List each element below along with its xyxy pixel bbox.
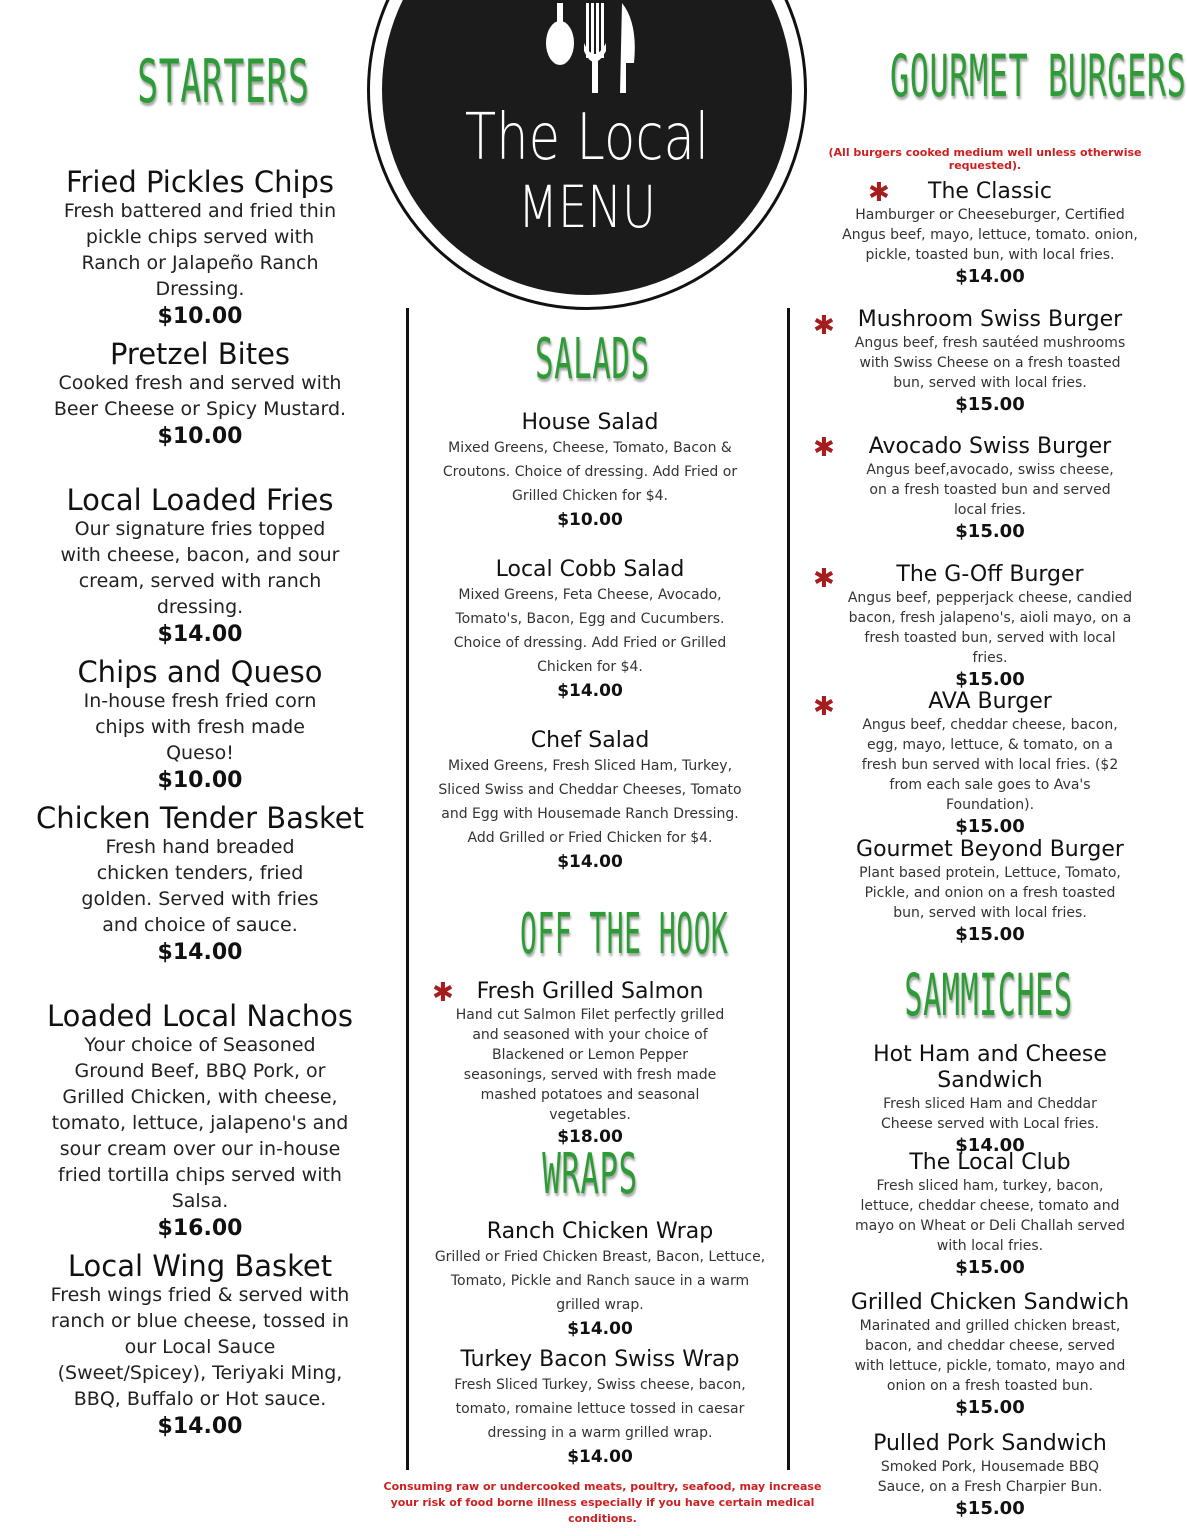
item-desc: Grilled or Fried Chicken Breast, Bacon, Lettuce, Tomato, Pickle and Ranch sauce in a warm grilled wrap. [434, 1249, 766, 1313]
item-price: $15.00 [955, 924, 1025, 945]
item-price: $10.00 [157, 304, 243, 329]
item-price: $15.00 [955, 816, 1025, 837]
logo-title-line2: MENU [517, 173, 657, 241]
raw-warning-star-icon: ✱ [432, 978, 454, 1008]
item-price: $14.00 [567, 1319, 633, 1339]
item-name: Chef Salad [530, 728, 650, 753]
starters-title: STARTERS [137, 47, 310, 117]
raw-warning-star-icon: ✱ [813, 692, 835, 722]
item-price: $14.00 [557, 681, 623, 701]
item-price: $15.00 [955, 521, 1025, 542]
item-name: Local Loaded Fries [66, 483, 334, 517]
item-desc: Marinated and grilled chicken breast, bacon, and cheddar cheese, served with lettuce, pickle, tomato, mayo and onion on a fresh toasted bun. [854, 1318, 1126, 1394]
menu-item [30, 1000, 370, 1244]
item-price: $14.00 [955, 1135, 1025, 1156]
item-price: $15.00 [955, 669, 1025, 690]
logo-badge [382, 0, 792, 295]
item-name: Fresh Grilled Salmon [476, 979, 704, 1004]
item-name: Gourmet Beyond Burger [856, 837, 1124, 862]
item-price: $14.00 [567, 1447, 633, 1467]
menu-item [835, 179, 1145, 289]
item-desc: Angus beef, fresh sautéed mushrooms with Swiss Cheese on a fresh toasted bun, served with local fries. [854, 335, 1126, 391]
menu-item [420, 979, 760, 1149]
item-desc: In-house fresh fried corn chips with fresh made Queso! [83, 690, 317, 764]
menu-item [420, 557, 760, 703]
item-desc: Fresh Sliced Turkey, Swiss cheese, bacon, tomato, romaine lettuce tossed in caesar dressing in a warm grilled wrap. [454, 1377, 746, 1441]
menu-item [30, 166, 370, 332]
menu-item [420, 728, 760, 874]
raw-warning-star-icon: ✱ [868, 178, 890, 208]
item-price: $14.00 [157, 940, 243, 965]
item-name: Pretzel Bites [109, 337, 291, 371]
item-name: Pulled Pork Sandwich [873, 1431, 1107, 1456]
item-price: $18.00 [557, 1127, 623, 1147]
item-price: $15.00 [955, 1498, 1025, 1519]
menu-item [30, 1250, 370, 1442]
salads-title: SALADS [535, 327, 650, 392]
raw-food-warning: Consuming raw or undercooked meats, poultry, seafood, may increase your risk of food borne illness especially if you have certain medical conditions. [383, 1480, 822, 1525]
item-desc: Your choice of Seasoned Ground Beef, BBQ Pork, or Grilled Chicken, with cheese, tomato, lettuce, jalapeno's and sour cream over our in-house fried tortilla chips served with Salsa. [51, 1034, 349, 1212]
item-price: $10.00 [157, 768, 243, 793]
menu-item [835, 562, 1145, 692]
item-name: AVA Burger [928, 689, 1052, 714]
item-price: $14.00 [557, 852, 623, 872]
wraps-title: WRAPS [542, 1142, 638, 1207]
off-the-hook-title: OFF THE HOOK [520, 902, 729, 967]
item-price: $15.00 [955, 394, 1025, 415]
menu-item [420, 410, 760, 532]
menu-item [835, 1290, 1145, 1420]
item-price: $16.00 [157, 1216, 243, 1241]
menu-item [835, 689, 1145, 839]
item-desc: Fresh hand breaded chicken tenders, fried golden. Served with fries and choice of sauce. [81, 836, 319, 936]
menu-item [430, 1347, 770, 1469]
logo-circle [367, 0, 807, 310]
item-name: The G-Off Burger [896, 562, 1084, 587]
menu-item [835, 1431, 1145, 1521]
item-price: $14.00 [157, 1414, 243, 1439]
item-name: Local Cobb Salad [495, 557, 685, 582]
item-price: $14.00 [955, 266, 1025, 287]
item-desc: Smoked Pork, Housemade BBQ Sauce, on a Fresh Charpier Bun. [877, 1459, 1103, 1495]
burgers-title: GOURMET BURGERS [890, 42, 1187, 110]
item-desc: Angus beef, cheddar cheese, bacon, egg, mayo, lettuce, & tomato, on a fresh bun served with local fries. ($2 from each sale goes to Ava's Foundation). [861, 717, 1119, 813]
item-name: House Salad [521, 410, 659, 435]
item-desc: Fresh sliced Ham and Cheddar Cheese served with Local fries. [881, 1096, 1099, 1132]
menu-item [835, 837, 1145, 947]
item-name: The Local Club [909, 1150, 1071, 1175]
item-name: The Classic [928, 179, 1052, 204]
item-price: $14.00 [157, 622, 243, 647]
item-desc: Our signature fries topped with cheese, bacon, and sour cream, served with ranch dressing. [60, 518, 340, 618]
item-name: Ranch Chicken Wrap [486, 1219, 714, 1244]
item-name: Mushroom Swiss Burger [857, 307, 1123, 332]
utensils-icon [542, 3, 642, 93]
menu-item [835, 1150, 1145, 1280]
item-desc: Angus beef,avocado, swiss cheese, on a fresh toasted bun and served local fries. [866, 462, 1114, 518]
item-price: $15.00 [955, 1257, 1025, 1278]
raw-warning-star-icon: ✱ [813, 564, 835, 594]
menu-item [825, 1042, 1155, 1158]
menu-item [30, 484, 370, 650]
item-desc: Hamburger or Cheeseburger, Certified Angus beef, mayo, lettuce, tomato. onion, pickle, toasted bun, with local fries. [842, 207, 1138, 263]
item-name: Loaded Local Nachos [46, 999, 354, 1033]
menu-item [30, 338, 370, 452]
item-price: $10.00 [157, 424, 243, 449]
item-desc: Fresh battered and fried thin pickle chips served with Ranch or Jalapeño Ranch Dressing. [63, 200, 337, 300]
item-name: Chicken Tender Basket [36, 801, 364, 835]
menu-item [30, 656, 370, 796]
menu-item [430, 1219, 770, 1341]
item-desc: Mixed Greens, Feta Cheese, Avocado, Tomato's, Bacon, Egg and Cucumbers. Choice of dressing. Add Fried or Grilled Chicken for $4. [453, 587, 727, 675]
item-name: Local Wing Basket [67, 1249, 333, 1283]
menu-item [30, 802, 370, 968]
item-name: Chips and Queso [77, 655, 323, 689]
item-name: Grilled Chicken Sandwich [850, 1290, 1130, 1315]
logo-title-line1: The Local [464, 101, 710, 175]
item-price: $15.00 [955, 1397, 1025, 1418]
raw-warning-star-icon: ✱ [813, 433, 835, 463]
item-desc: Mixed Greens, Fresh Sliced Ham, Turkey, Sliced Swiss and Cheddar Cheeses, Tomato and Egg with Housemade Ranch Dressing. Add Grilled or Fried Chicken for $4. [438, 758, 742, 846]
item-desc: Mixed Greens, Cheese, Tomato, Bacon & Croutons. Choice of dressing. Add Fried or Grilled Chicken for $4. [442, 440, 738, 504]
item-name: Turkey Bacon Swiss Wrap [460, 1347, 740, 1372]
divider-right [787, 308, 790, 1470]
menu-item [835, 434, 1145, 544]
item-name: Avocado Swiss Burger [868, 434, 1112, 459]
item-name: Fried Pickles Chips [65, 165, 335, 199]
raw-warning-star-icon: ✱ [813, 311, 835, 341]
sammiches-title: SAMMICHES [904, 961, 1073, 1029]
burger-cook-note: (All burgers cooked medium well unless otherwise requested). [828, 146, 1142, 172]
item-desc: Plant based protein, Lettuce, Tomato, Pickle, and onion on a fresh toasted bun, served with local fries. [859, 865, 1121, 921]
item-desc: Fresh wings fried & served with ranch or blue cheese, tossed in our Local Sauce (Sweet/Spicey), Teriyaki Ming, BBQ, Buffalo or Hot sauce. [50, 1284, 350, 1410]
knife-icon [620, 3, 635, 93]
item-desc: Angus beef, pepperjack cheese, candied bacon, fresh jalapeno's, aioli mayo, on a fresh toasted bun, served with local fries. [847, 590, 1133, 666]
item-desc: Hand cut Salmon Filet perfectly grilled and seasoned with your choice of Blackened or Lemon Pepper seasonings, served with fresh made mashed potatoes and seasonal vegetables. [455, 1007, 725, 1123]
item-desc: Fresh sliced ham, turkey, bacon, lettuce, cheddar cheese, tomato and mayo on Wheat or Deli Challah served with local fries. [855, 1178, 1126, 1254]
item-name: Hot Ham and Cheese Sandwich [873, 1042, 1107, 1093]
item-desc: Cooked fresh and served with Beer Cheese or Spicy Mustard. [53, 372, 347, 420]
fork-icon [584, 3, 606, 93]
divider-left [406, 308, 409, 1470]
item-price: $10.00 [557, 510, 623, 530]
menu-item [835, 307, 1145, 417]
